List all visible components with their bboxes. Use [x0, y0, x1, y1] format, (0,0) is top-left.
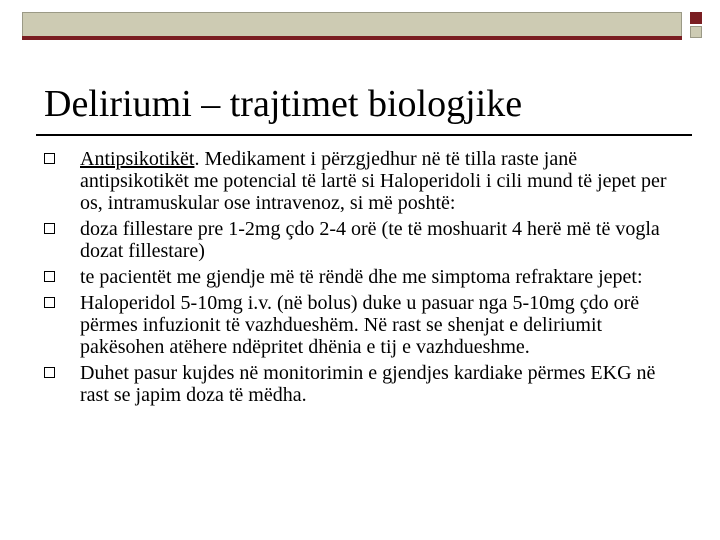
square-bullet-icon: [44, 297, 55, 308]
header-bar: [22, 12, 682, 38]
item-text: . Medikament i përzgjedhur në të tilla raste janë antipsikotikët me potencial të lartë si Haloperidoli i cili mund të jepet per os, intramuskular ose intravenoz, si më poshtë:: [80, 148, 667, 214]
slide-title: Deliriumi – trajtimet biologjike: [44, 83, 523, 125]
list-item: [44, 266, 684, 288]
item-text: te pacientët me gjendje më të rëndë dhe me simptoma refraktare jepet:: [80, 266, 643, 288]
term-antipsychotics: Antipsikotikët: [80, 148, 195, 170]
corner-square-light: [690, 26, 702, 38]
square-bullet-icon: [44, 223, 55, 234]
item-text: Duhet pasur kujdes në monitorimin e gjendjes kardiake përmes EKG në rast se japim doza të mëdha.: [80, 362, 656, 406]
bullet-list: [44, 148, 684, 410]
square-bullet-icon: [44, 271, 55, 282]
list-item: [44, 218, 684, 262]
item-text: doza fillestare pre 1-2mg çdo 2-4 orë (te të moshuarit 4 herë më të vogla dozat fillestare): [80, 218, 660, 262]
header-accent-line: [22, 36, 682, 40]
list-item: [44, 362, 684, 406]
item-text: Haloperidol 5-10mg i.v. (në bolus) duke u pasuar nga 5-10mg çdo orë përmes infuzionit të vazhdueshëm. Në rast se shenjat e deliriumit pakësohen atëhere ndëpritet dhënia e tij e vazhdueshme.: [80, 292, 640, 358]
title-underline: [36, 134, 692, 136]
corner-square-dark: [690, 12, 702, 24]
list-item: [44, 292, 684, 358]
list-item: [44, 148, 684, 214]
square-bullet-icon: [44, 153, 55, 164]
square-bullet-icon: [44, 367, 55, 378]
